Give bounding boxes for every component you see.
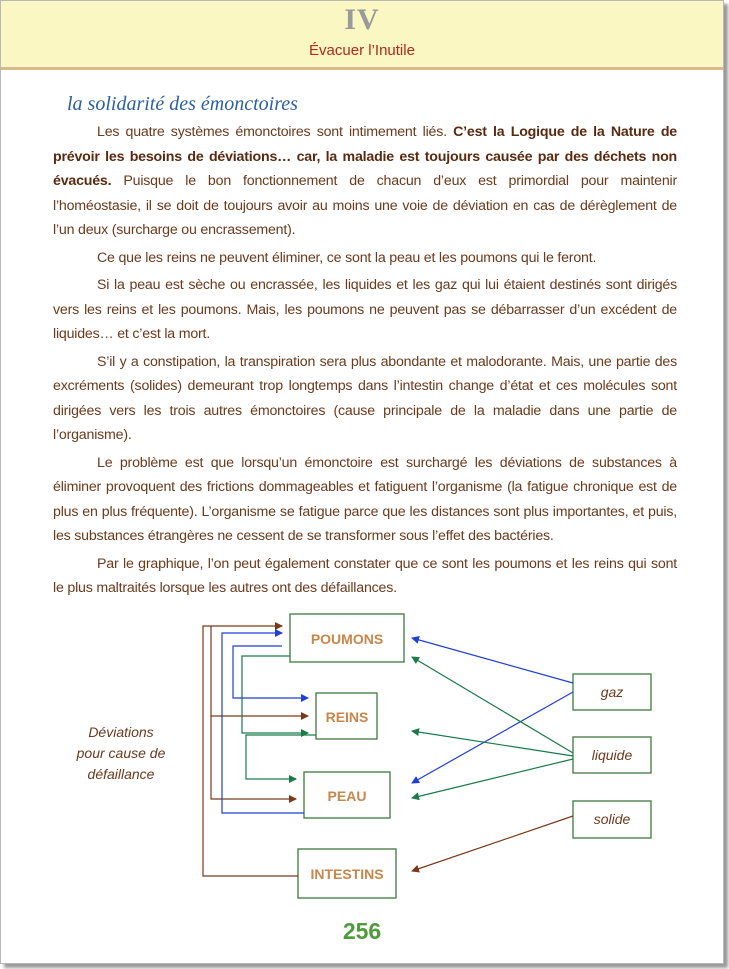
- organ-box-peau: [304, 772, 390, 818]
- chapter-header: [1, 1, 723, 70]
- paragraph-text: Puisque le bon fonctionnement de chacun d’eux est primordial pour maintenir l’homéostasie, il se doit de toujours avoir au moins une voie de déviation en cas de dérèglement de l’un deux (surcharge ou encrassement).: [53, 173, 677, 238]
- arrow-intestins-to-peau: [211, 716, 296, 799]
- organ-box-reins: [316, 693, 377, 739]
- organ-label-intestins: INTESTINS: [310, 866, 384, 882]
- substance-label-liquide: liquide: [591, 747, 633, 763]
- deviation-label-line: Déviations: [88, 724, 154, 740]
- organ-label-reins: REINS: [325, 709, 369, 725]
- organ-label-peau: PEAU: [327, 788, 367, 804]
- paragraph: [53, 120, 677, 243]
- substance-label-gaz: gaz: [600, 684, 624, 700]
- arrow-solide-to-intestins: [412, 816, 573, 871]
- deviation-label-line: défaillance: [87, 766, 155, 782]
- paragraph-text: Les quatre systèmes émonctoires sont intimement liés.: [97, 124, 454, 140]
- paragraph: Ce que les reins ne peuvent éliminer, ce sont la peau et les poumons qui le feront.: [97, 249, 597, 266]
- section-title: la solidarité des émonctoires: [67, 93, 298, 115]
- arrow-poumons-to-reins-liquide: [242, 656, 308, 733]
- paragraph: S’il y a constipation, la transpiration sera plus abondante et malodorante. Mais, une partie des excréments (solides) demeurant trop longtemps dans l’intestin change d’état et ces molécules sont dirigées vers les trois autres émonctoires (cause principale de la maladie dans une partie de l’organisme).: [53, 353, 677, 443]
- organ-box-intestins: [298, 849, 396, 898]
- deviation-diagram: [1, 601, 723, 911]
- paragraph: Par le graphique, l’on peut également constater que ce sont les poumons et les reins qui sont le plus maltraités lorsque les autres ont des défaillances.: [53, 555, 677, 596]
- substance-arrows: [412, 638, 573, 871]
- deviation-arrows: [203, 626, 316, 876]
- arrow-gaz-to-poumons: [412, 638, 573, 683]
- arrow-liquide-to-reins: [412, 731, 573, 756]
- organ-box-poumons: [290, 614, 404, 662]
- substance-label-solide: solide: [593, 811, 631, 827]
- substance-box-gaz: [573, 674, 651, 710]
- paragraph-bold-text: C’est la Logique de la Nature de prévoir les besoins de déviations… car, la maladie est toujours causée par des déchets non évacués.: [53, 124, 677, 189]
- deviation-label: [76, 724, 166, 782]
- arrow-intestins-to-poumons: [203, 626, 298, 876]
- substance-box-solide: [573, 801, 651, 838]
- deviation-label-line: pour cause de: [76, 745, 166, 761]
- chapter-title: Évacuer l’Inutile: [309, 42, 415, 59]
- chapter-number: IV: [344, 3, 380, 36]
- paragraph: Si la peau est sèche ou encrassée, les liquides et les gaz qui lui étaient destinés sont dirigés vers les reins et les poumons. Mais, les poumons ne peuvent pas se débarrasser d’un excédent de liquides… et c’est la mort.: [53, 277, 677, 342]
- substance-box-liquide: [573, 737, 651, 773]
- organ-label-poumons: POUMONS: [310, 631, 384, 647]
- body-text: [53, 120, 677, 604]
- paragraph: Le problème est que lorsqu’un émonctoire est surchargé les déviations de substances à éliminer provoquent des frictions dommageables et fatiguent l’organisme (la fatigue chronique est de plus en plus fréquente). L’organisme se fatigue parce que les distances sont plus importantes, et puis, les substances étrangères ne cessent de se transformer sous l’effet des bactéries.: [53, 454, 677, 544]
- page-number: 256: [342, 918, 382, 944]
- arrow-liquide-to-peau: [412, 759, 573, 798]
